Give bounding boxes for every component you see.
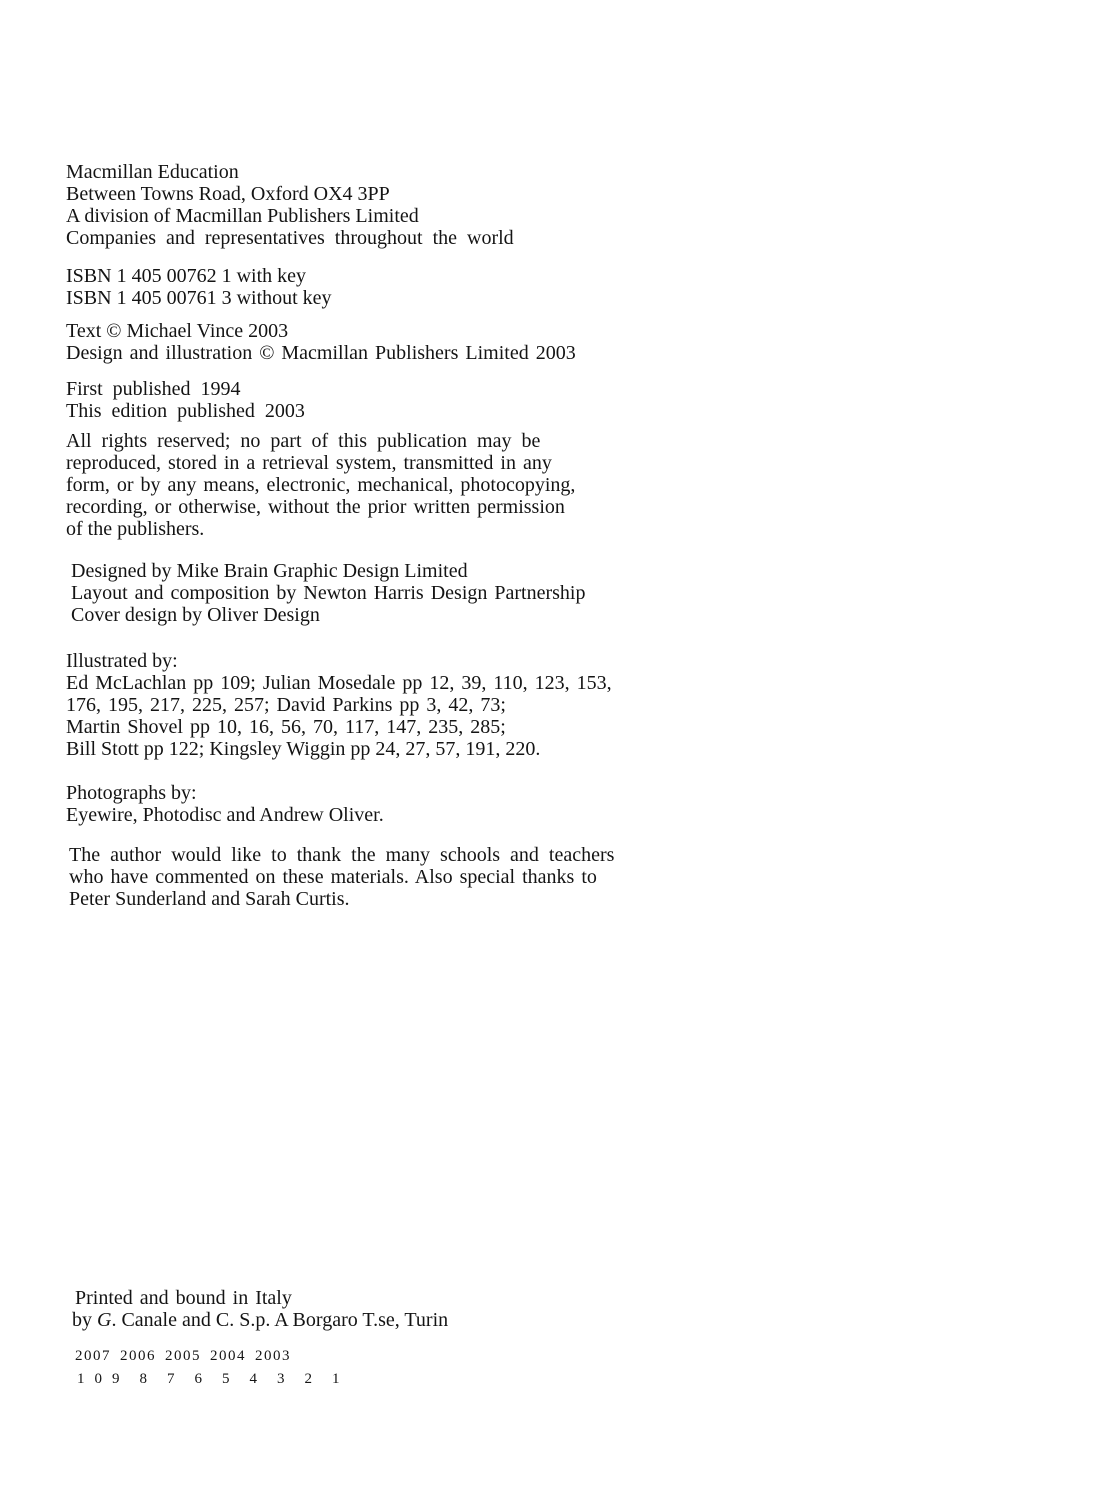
printers-key-digit: 9 <box>112 1371 120 1387</box>
text-line: All rights reserved; no part of this publication may be <box>66 430 541 452</box>
text-line: Illustrated by: <box>66 650 178 672</box>
design-credits <box>71 560 726 626</box>
illustration-credits <box>66 650 726 760</box>
text-line: Cover design by Oliver Design <box>71 604 320 626</box>
rights-statement <box>66 430 726 540</box>
printers-key-digit: 5 <box>222 1371 230 1387</box>
text-line: Ed McLachlan pp 109; Julian Mosedale pp 12, 39, 110, 123, 153, <box>66 672 612 694</box>
text-line: Printed and bound in Italy <box>75 1287 292 1309</box>
text-line: Peter Sunderland and Sarah Curtis. <box>69 888 350 910</box>
printer-initial-italic: G <box>97 1309 112 1331</box>
text-line <box>72 1309 666 1331</box>
printing-info <box>66 1287 666 1331</box>
print-year: 2003 <box>255 1348 291 1364</box>
text-line: 176, 195, 217, 225, 257; David Parkins pp 3, 42, 73; <box>66 694 506 716</box>
text-line: Text © Michael Vince 2003 <box>66 320 289 342</box>
copyright-notice <box>66 320 726 364</box>
printers-key-digit: 7 <box>167 1371 175 1387</box>
isbn-block <box>66 265 726 309</box>
text-line: Between Towns Road, Oxford OX4 3PP <box>66 183 390 205</box>
printers-key-digit: 1 <box>77 1371 85 1387</box>
print-run-years <box>75 1348 666 1364</box>
text-line: First published 1994 <box>66 378 241 400</box>
text-line: of the publishers. <box>66 518 205 540</box>
text-line: who have commented on these materials. Also special thanks to <box>69 866 597 888</box>
printers-key-digit: 0 <box>94 1371 102 1387</box>
printers-key <box>77 1371 666 1387</box>
printer-name-suffix: . Canale and C. S.p. A Borgaro T.se, Turin <box>111 1309 449 1331</box>
imprint-text-column <box>66 161 726 910</box>
text-line: Designed by Mike Brain Graphic Design Limited <box>71 560 468 582</box>
printers-key-digit: 4 <box>249 1371 257 1387</box>
text-line: Macmillan Education <box>66 161 239 183</box>
print-year: 2006 <box>120 1348 156 1364</box>
text-line: Eyewire, Photodisc and Andrew Oliver. <box>66 804 384 826</box>
printer-name-prefix: by <box>72 1309 97 1331</box>
text-line: Bill Stott pp 122; Kingsley Wiggin pp 24, 27, 57, 191, 220. <box>66 738 541 760</box>
acknowledgements <box>69 844 726 910</box>
printing-colophon <box>66 1287 666 1387</box>
text-line: Companies and representatives throughout the world <box>66 227 514 249</box>
text-line: This edition published 2003 <box>66 400 305 422</box>
isbn-without-key: ISBN 1 405 00761 3 without key <box>66 287 332 309</box>
photo-credits <box>66 782 726 826</box>
printers-key-digit: 8 <box>139 1371 147 1387</box>
text-line: Layout and composition by Newton Harris Design Partnership <box>71 582 586 604</box>
text-line: Martin Shovel pp 10, 16, 56, 70, 117, 147, 235, 285; <box>66 716 506 738</box>
text-line: The author would like to thank the many schools and teachers <box>69 844 615 866</box>
text-line: A division of Macmillan Publishers Limited <box>66 205 419 227</box>
text-line: recording, or otherwise, without the prior written permission <box>66 496 565 518</box>
text-line: reproduced, stored in a retrieval system, transmitted in any <box>66 452 552 474</box>
print-year: 2007 <box>75 1348 111 1364</box>
print-year: 2005 <box>165 1348 201 1364</box>
publisher-address <box>66 161 726 249</box>
text-line: form, or by any means, electronic, mechanical, photocopying, <box>66 474 576 496</box>
printers-key-digit: 3 <box>277 1371 285 1387</box>
printers-key-digit: 2 <box>304 1371 312 1387</box>
text-line: Photographs by: <box>66 782 197 804</box>
print-year: 2004 <box>210 1348 246 1364</box>
isbn-with-key: ISBN 1 405 00762 1 with key <box>66 265 306 287</box>
printers-key-digit: 6 <box>194 1371 202 1387</box>
edition-history <box>66 378 726 422</box>
printers-key-digit: 1 <box>332 1371 340 1387</box>
text-line: Design and illustration © Macmillan Publishers Limited 2003 <box>66 342 576 364</box>
